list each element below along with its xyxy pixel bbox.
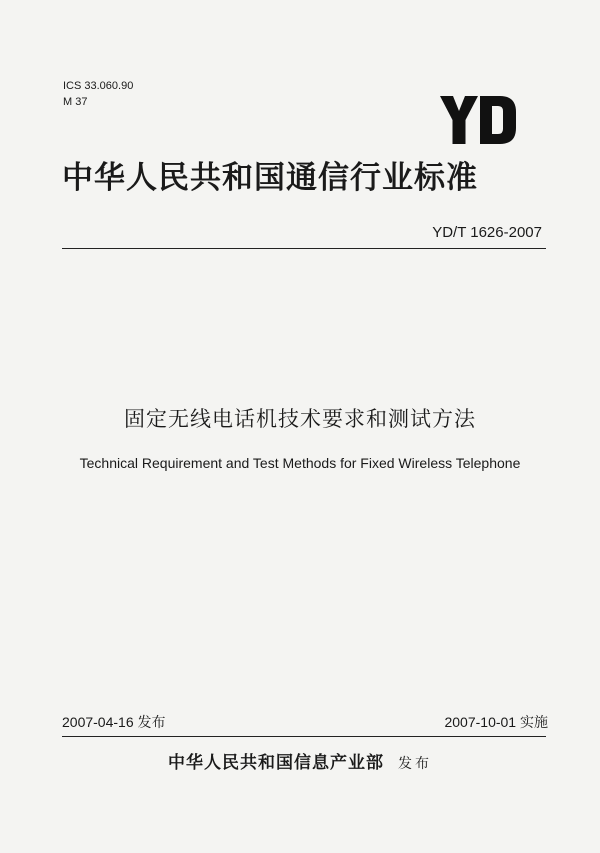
yd-logo	[440, 96, 516, 144]
publisher-action: 发布	[398, 756, 432, 772]
standard-number: YD/T 1626-2007	[432, 224, 542, 241]
footer-divider	[62, 736, 546, 737]
implementation-date: 2007-10-01 实施	[444, 714, 548, 730]
publisher-name: 中华人民共和国信息产业部	[168, 753, 384, 773]
header-divider	[62, 248, 546, 249]
standard-category-title: 中华人民共和国通信行业标准	[62, 160, 478, 196]
ics-code: ICS 33.060.90	[63, 80, 134, 92]
publisher-line	[0, 752, 600, 774]
document-title-chinese: 固定无线电话机技术要求和测试方法	[124, 407, 476, 431]
ccs-code: M 37	[63, 96, 88, 108]
document-title-english: Technical Requirement and Test Methods for Fixed Wireless Telephone	[79, 455, 521, 471]
issue-date: 2007-04-16 发布	[62, 714, 166, 730]
